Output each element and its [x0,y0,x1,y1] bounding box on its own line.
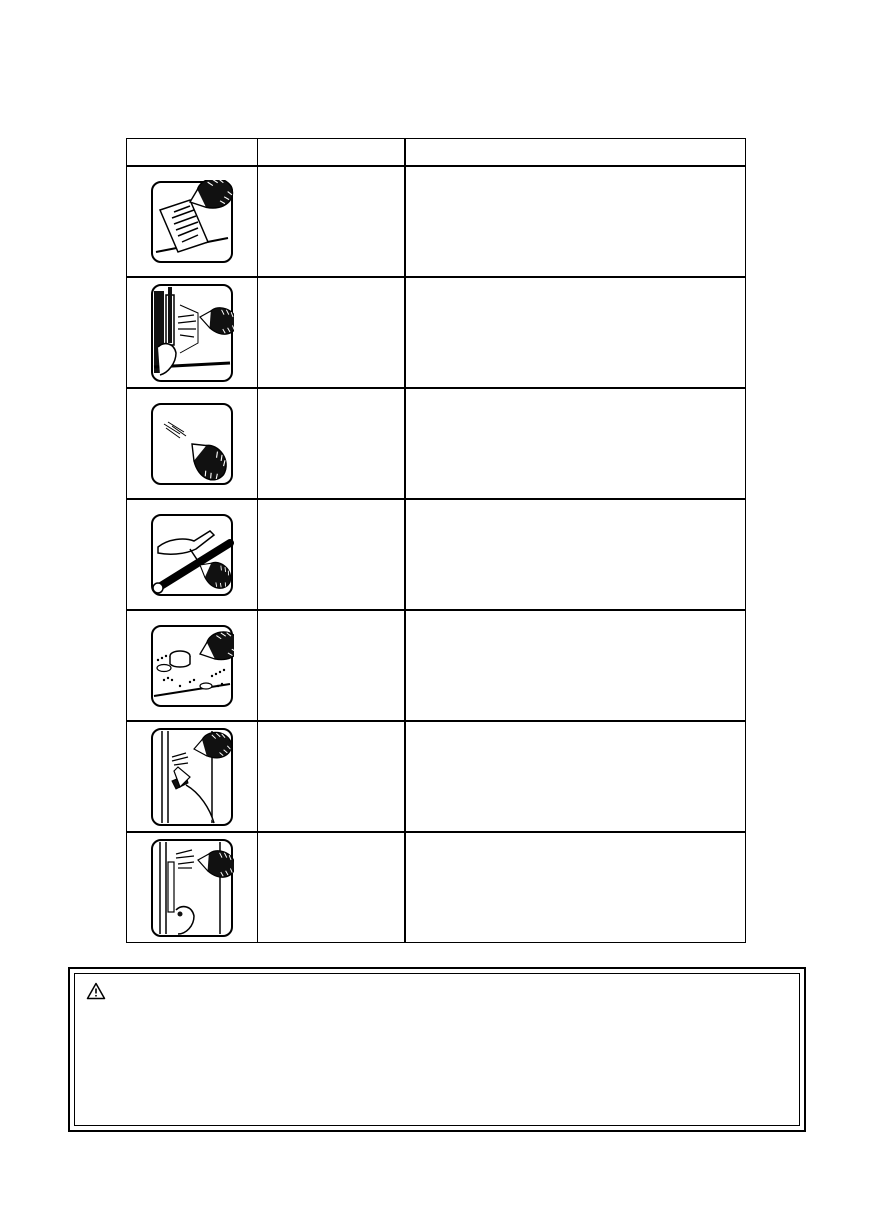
removing-adhesive-icon [150,838,234,938]
row-application [258,277,405,388]
drying-window-frame-icon [150,283,234,383]
header-illustration [127,139,258,167]
row-illustration [127,388,258,499]
row-application [258,388,405,499]
sanding-flat-surface-icon [150,180,234,264]
table-row [127,277,746,388]
row-illustration [127,277,258,388]
row-application [258,832,405,943]
soldering-circuit-board-icon [150,624,234,708]
row-illustration [127,166,258,277]
table-row [127,166,746,277]
warning-inner-border [74,973,800,1126]
row-description [405,388,746,499]
row-illustration [127,499,258,610]
row-description [405,610,746,721]
shrink-tubing-icon [150,513,234,597]
row-illustration [127,832,258,943]
row-illustration [127,721,258,832]
row-application [258,166,405,277]
row-application [258,499,405,610]
usage-table [126,138,746,943]
scraping-paint-icon [150,727,234,827]
header-description [405,139,746,167]
row-application [258,721,405,832]
warning-box [68,967,806,1132]
heat-gun-nozzle-icon [150,402,234,486]
row-illustration [127,610,258,721]
row-application [258,610,405,721]
warning-triangle-icon [86,982,106,1000]
table-row [127,610,746,721]
table-header-row [127,139,746,167]
table-row [127,721,746,832]
table-row [127,832,746,943]
row-description [405,832,746,943]
header-application [258,139,405,167]
row-description [405,166,746,277]
row-description [405,277,746,388]
table-row [127,499,746,610]
row-description [405,499,746,610]
table-row [127,388,746,499]
row-description [405,721,746,832]
